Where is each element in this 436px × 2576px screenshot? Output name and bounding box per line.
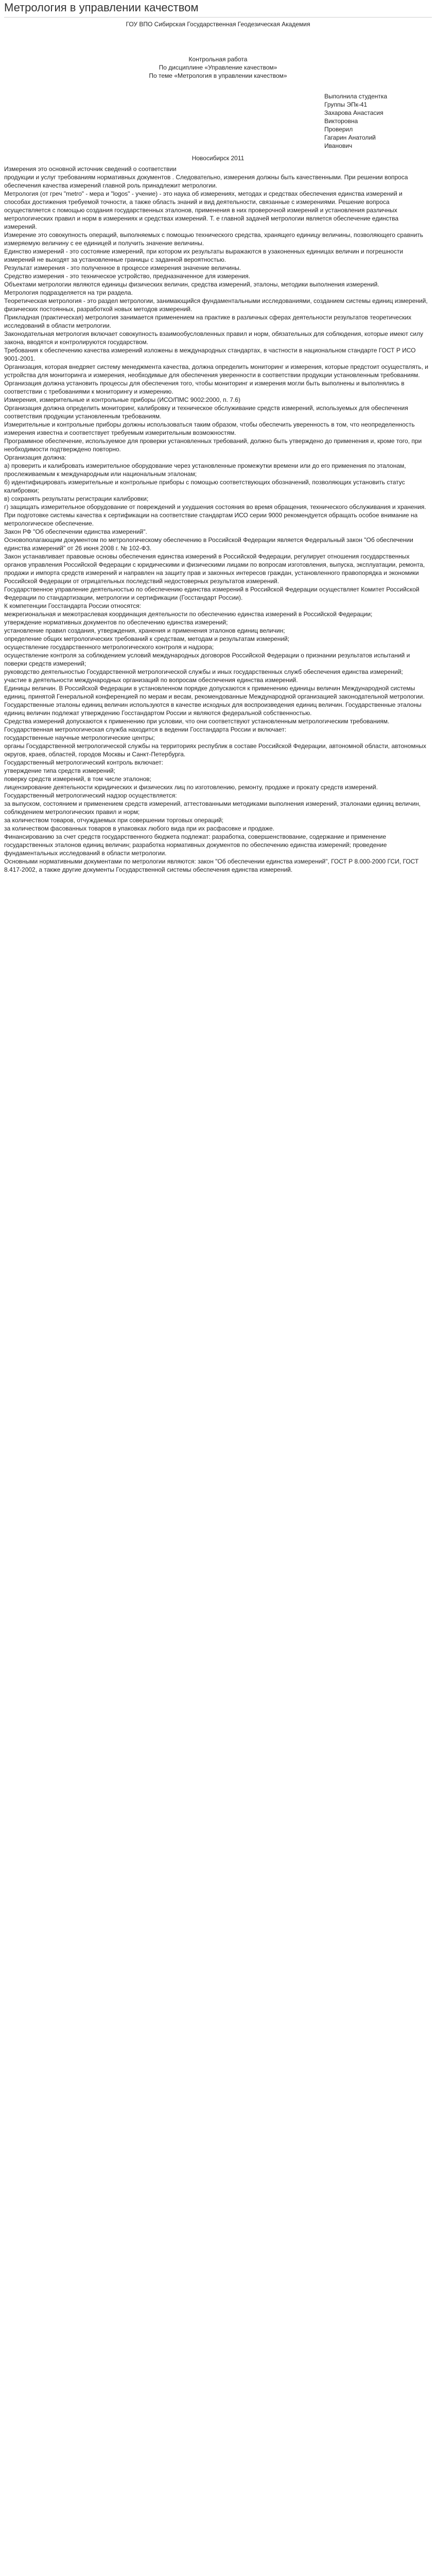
paragraph: Основными нормативными документами по метрологии являются: закон "Об обеспечении единства измерений", ГОСТ Р 8.000-2000 ГСИ, ГОСТ 8.417-2002, а также другие документы Государственной системы обеспечения единства измерений. (4, 858, 419, 873)
paragraph: Метрология (от греч "metro" - мера и "logos" - учение) - это наука об измерениях, методах и средствах обеспечения единства измерений и способах достижения требуемой точности, а также область знаний и вид деятельности, связанные с измерениями. Решение вопроса осуществляется с помощью создания государственных эталонов, применения в них проверочной измерений и установления различных метрологических правил и норм в измерениях и средствах измерений. Т. е главной задачей метрологии является обеспечение единства измерений. (4, 190, 403, 230)
paragraph: Закон РФ "Об обеспечении единства измерений". (4, 528, 147, 535)
paragraph: утверждение нормативных документов по обеспечению единства измерений; (4, 619, 228, 626)
discipline-line: По дисциплине «Управление качеством» (159, 64, 277, 71)
paragraph: Средства измерений допускаются к применению при условии, что они соответствуют установленным метрологическим требованиям. (4, 718, 390, 725)
paragraph: Измерительные и контрольные приборы должны использоваться таким образом, чтобы обеспечить уверенность в том, что неопределенность измерения известна и соответствует требуемым измерительным возможностям. (4, 421, 415, 436)
paragraph: Измерение это совокупность операций, выполняемых с помощью технического средства, хранящего единицу величины, позволяющего сравнить измеряемую величину с ее единицей и получить значение величины. (4, 231, 424, 247)
paragraph: за количеством фасованных товаров в упаковках любого вида при их расфасовке и продаже. (4, 825, 275, 832)
paragraph: межрегиональная и межотраслевая координация деятельности по обеспечению единства измерений в Российской Федерации; (4, 611, 373, 618)
paragraph: руководство деятельностью Государственной метрологической службы и иных государственных служб обеспечения единства измерений; (4, 668, 403, 675)
paragraph: Средство измерения - это техническое устройство, предназначенное для измерения. (4, 273, 250, 280)
university-name: ГОУ ВПО Сибирская Государственная Геодезическая Академия (126, 21, 310, 28)
paragraph: а) проверить и калибровать измерительное оборудование через установленные промежутки времени или до его применения по эталонам, прослеживаемым к международным или национальным эталонам; (4, 462, 406, 478)
paragraph: Требования к обеспечению качества измерений изложены в международных стандартах, в частности в национальном стандарте ГОСТ Р ИСО 9001-2001. (4, 347, 416, 362)
author-line: Выполнила студентка (324, 93, 388, 100)
paragraph: г) защищать измерительное оборудование от повреждений и ухудшения состояния во время обращения, технического обслуживания и хранения. (4, 503, 426, 511)
main-body-text (4, 165, 429, 874)
paragraph: осуществление государственного метрологического контроля и надзора; (4, 643, 214, 651)
paragraph: установление правил создания, утверждения, хранения и применения эталонов единиц величин; (4, 627, 285, 634)
paragraph: Финансированию за счет средств государственного бюджета подлежат: разработка, совершенствование, содержание и применение государственных эталонов единиц величин; разработка нормативных документов по обеспечению единства измерений; проведение фундаментальных исследований в области метрологии. (4, 833, 387, 857)
author-line: Гагарин Анатолий (324, 134, 376, 141)
paragraph: Организация, которая внедряет систему менеджмента качества, должна определить мониторинг и измерения, которые предстоит осуществлять, и устройства для мониторинга и измерения, необходимые для обеспечения уверенности в соответствии продукции установленным требованиям. (4, 363, 428, 379)
paragraph: органы Государственной метрологической службы на территориях республик в составе Российской Федерации, автономной области, автономных округов, краев, областей, городов Москвы и Санкт-Петербурга. (4, 742, 426, 758)
paragraph: осуществление контроля за соблюдением условий международных договоров Российской Федерации о признании результатов испытаний и поверки средств измерений; (4, 652, 410, 667)
paragraph: Государственное управление деятельностью по обеспечению единства измерений в Российской Федерации осуществляет Комитет Российской Федерации по стандартизации, метрологии и сертификации (Госстандарт России). (4, 586, 420, 601)
paragraph: Государственная метрологическая служба находится в ведении Госстандарта России и включает: (4, 726, 287, 733)
paragraph: К компетенции Госстандарта России относятся: (4, 602, 141, 609)
paragraph: за выпуском, состоянием и применением средств измерений, аттестованными методиками выполнения измерений, эталонами единиц величин, соблюдением метрологических правил и норм; (4, 800, 421, 816)
paragraph: Государственный метрологический контроль включает: (4, 759, 163, 766)
paragraph: Закон устанавливает правовые основы обеспечения единства измерений в Российской Федерации, регулирует отношения государственных органов управления Российской Федерации с юридическими и физическими лицами по вопросам изготовления, выпуска, эксплуатации, ремонта, продажи и импорта средств измерений и направлен на защиту прав и законных интересов граждан, установленного правопорядка и экономики Российской Федерации от отрицательных последствий недостоверных результатов измерений. (4, 553, 425, 585)
paragraph: Организация должна определить мониторинг, калибровку и техническое обслуживание средств измерений, используемых для обеспечения соответствия продукции установленным требованиям. (4, 404, 408, 420)
paragraph: участие в деятельности международных организаций по вопросам обеспечения единства измерений. (4, 676, 298, 684)
paragraph: в) сохранять результаты регистрации калибровки; (4, 495, 149, 502)
author-line: Захарова Анастасия (324, 109, 383, 116)
paragraph: Измерения, измерительные и контрольные приборы (ИСО/ПМС 9002:2000, п. 7.6) (4, 396, 240, 403)
paragraph: Законодательная метрология включает совокупность взаимообусловленных правил и норм, обязательных для соблюдения, которые имеют силу закона, вводятся и контролируются государством. (4, 330, 424, 346)
paragraph: государственные научные метрологические центры; (4, 734, 155, 741)
title-divider (4, 17, 432, 18)
paragraph: лицензирование деятельности юридических и физических лиц по изготовлению, ремонту, продаже и прокату средств измерений. (4, 784, 378, 791)
paragraph: Единство измерений - это состояние измерений, при котором их результаты выражаются в узаконенных единицах величин и погрешности измерений не выходят за установленные границы с заданной вероятностью. (4, 248, 404, 263)
city-year: Новосибирск 2011 (191, 155, 245, 162)
paragraph: Теоретическая метрология - это раздел метрологии, занимающийся фундаментальными исследованиями, созданием системы единиц измерений, физических постоянных, разработкой новых методов измерений. (4, 297, 428, 313)
paragraph: Государственные эталоны единиц величин используются в качестве исходных для воспроизведения единиц величин. Государственные эталоны единиц величин подлежат утверждению Госстандартом России и являются федеральной собственностью. (4, 701, 422, 717)
paragraph: Прикладная (практическая) метрология занимается применением на практике в различных сферах деятельности результатов теоретических исследований в области метрологии. (4, 314, 412, 329)
topic-line: По теме «Метрология в управлении качеством» (149, 72, 287, 79)
paragraph: Результат измерения - это полученное в процессе измерения значение величины. (4, 264, 241, 272)
author-line: Викторовна (324, 117, 358, 125)
work-type: Контрольная работа (188, 56, 248, 63)
paragraph: определение общих метрологических требований к средствам, методам и результатам измерений; (4, 635, 290, 642)
paragraph: поверку средств измерений, в том числе эталонов; (4, 775, 151, 783)
paragraph: Государственный метрологический надзор осуществляется: (4, 792, 177, 799)
paragraph: б) идентифицировать измерительные и контрольные приборы с помощью соответствующих обозначений, позволяющих установить статус калибровки; (4, 479, 405, 494)
paragraph: Основополагающим документом по метрологическому обеспечению в Российской Федерации является Федеральный закон "Об обеспечении единства измерений" от 26 июня 2008 г. № 102-ФЗ. (4, 536, 413, 552)
paragraph: Объектами метрологии являются единицы физических величин, средства измерений, эталоны, методики выполнения измерений. (4, 281, 379, 288)
paragraph: Единицы величин. В Российской Федерации в установленном порядке допускаются к применению единицы величин Международной системы единиц, принятой Генеральной конференцией по мерам и весам, рекомендованные Международной организацией законодательной метрологии. (4, 685, 425, 700)
paragraph: Измерения это основной источник сведений о соответствии (4, 165, 177, 173)
document-title: Метрология в управлении качеством (4, 1, 199, 14)
paragraph: Метрология подразделяется на три раздела. (4, 289, 133, 296)
paragraph: Организация должна установить процессы для обеспечения того, чтобы мониторинг и измерения могли быть выполнены и выполнялись в соответствии с требованиями к мониторингу и измерению. (4, 380, 405, 395)
paragraph: продукции и услуг требованиям нормативных документов . Следовательно, измерения должны быть качественными. При решении вопроса обеспечения качества измерений главной роль принадлежит метрологии. (4, 174, 408, 189)
paragraph: утверждение типа средств измерений; (4, 767, 115, 774)
author-line: Группы ЭПк-41 (324, 101, 368, 108)
paragraph: Программное обеспечение, используемое для проверки установленных требований, должно быть утверждено до применения и, кроме того, при необходимости подтверждено повторно. (4, 437, 422, 453)
paragraph: Организация должна: (4, 454, 66, 461)
author-line: Проверил (324, 126, 353, 133)
author-line: Иванович (324, 142, 353, 149)
paragraph: При подготовке системы качества к сертификации на соответствие стандартам ИСО серии 9000 рекомендуется обращать особое внимание на метрологическое обеспечение. (4, 512, 418, 527)
paragraph: за количеством товаров, отчуждаемых при совершении торговых операций; (4, 817, 224, 824)
